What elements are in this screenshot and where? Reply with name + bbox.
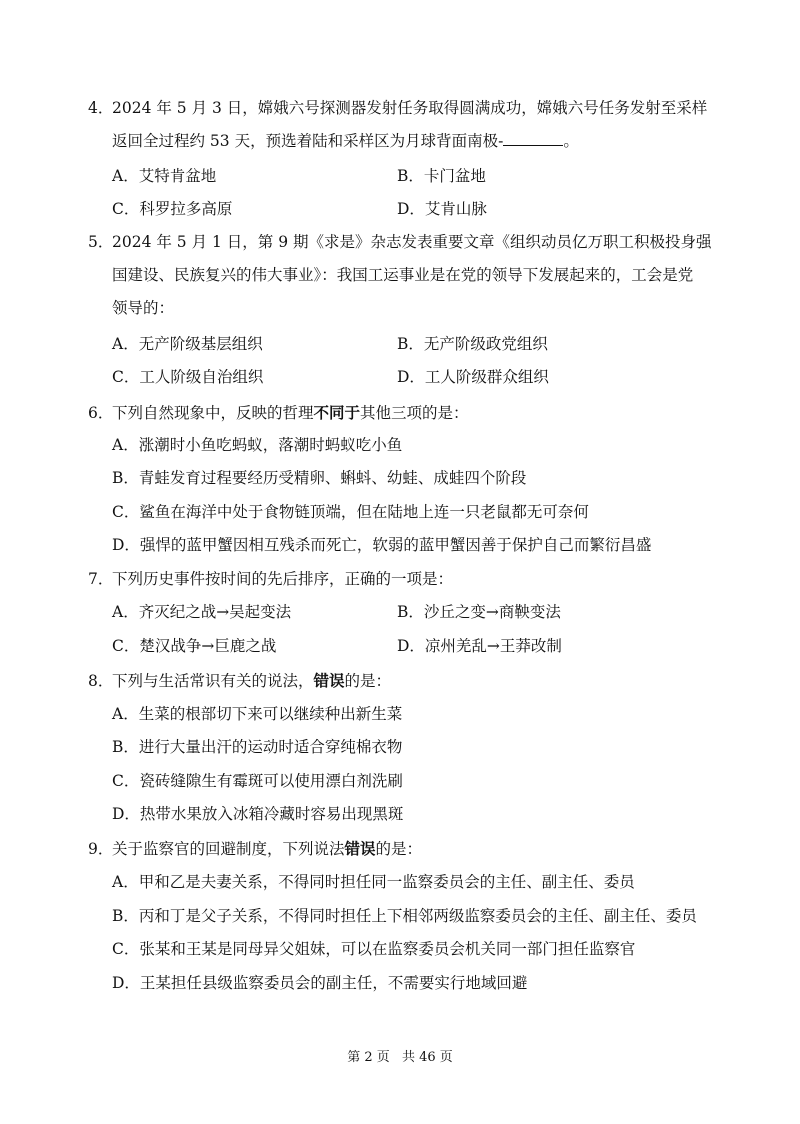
- question-text: 2024 年 5 月 1 日，第 9 期《求是》杂志发表重要文章《组织动员亿万职工积极投身强: [112, 233, 712, 251]
- emphasis-text: 不同于: [313, 403, 361, 422]
- option-a: A．甲和乙是夫妻关系，不得同时担任同一监察委员会的主任、副主任、委员: [112, 873, 635, 891]
- question-number: 9．: [88, 840, 114, 858]
- question-text: 下列历史事件按时间的先后排序，正确的一项是：: [112, 570, 454, 588]
- question-9: 9．关于监察官的回避制度，下列说法错误的是：: [88, 832, 728, 866]
- option-a: A．无产阶级基层组织: [112, 335, 263, 353]
- option-c: C．工人阶级自治组织: [112, 368, 264, 386]
- emphasis-text: 错误: [344, 839, 376, 858]
- question-text: 国建设、民族复兴的伟大事业》：我国工运事业是在党的领导下发展起来的，工会是党: [112, 266, 694, 284]
- option-a: A．涨潮时小鱼吃蚂蚁，落潮时蚂蚁吃小鱼: [112, 436, 403, 454]
- question-text: 返回全过程约 53 天，预选着陆和采样区为月球背面南极-: [112, 132, 504, 150]
- question-number: 8．: [88, 672, 114, 690]
- option-d: D．王某担任县级监察委员会的副主任，不需要实行地域回避: [112, 974, 528, 992]
- question-6: 6．下列自然现象中，反映的哲理不同于其他三项的是：: [88, 396, 728, 430]
- page-footer: [0, 1046, 800, 1065]
- question-text: 领导的：: [112, 299, 175, 317]
- option-d: D．凉州羌乱→王莽改制: [397, 637, 562, 655]
- option-b: B．进行大量出汗的运动时适合穿纯棉衣物: [112, 738, 403, 756]
- question-number: 7．: [88, 570, 114, 588]
- option-c: C．楚汉战争→巨鹿之战: [112, 637, 277, 655]
- option-d: D．工人阶级群众组织: [397, 368, 549, 386]
- question-5: [88, 226, 728, 325]
- question-text: 2024 年 5 月 3 日，嫦娥六号探测器发射任务取得圆满成功，嫦娥六号任务发射至采样: [112, 99, 708, 117]
- question-number: 4．: [88, 99, 114, 117]
- option-a: A．齐灭纪之战→吴起变法: [112, 603, 292, 621]
- option-d: D．强悍的蓝甲蟹因相互残杀而死亡，软弱的蓝甲蟹因善于保护自己而繁衍昌盛: [112, 536, 652, 554]
- option-b: B．丙和丁是父子关系，不得同时担任上下相邻两级监察委员会的主任、副主任、委员: [112, 907, 697, 925]
- option-c: C．张某和王某是同母异父姐妹，可以在监察委员会机关同一部门担任监察官: [112, 940, 636, 958]
- answer-blank: [503, 131, 563, 146]
- option-c: C．瓷砖缝隙生有霉斑可以使用漂白剂洗刷: [112, 772, 403, 790]
- option-c: C．科罗拉多高原: [112, 200, 233, 218]
- option-b: B．卡门盆地: [397, 167, 486, 185]
- question-7: [88, 563, 728, 596]
- option-d: D．热带水果放入冰箱冷藏时容易出现黑斑: [112, 805, 404, 823]
- option-b: B．沙丘之变→商鞅变法: [397, 603, 561, 621]
- question-number: 6．: [88, 404, 114, 422]
- option-b: B．青蛙发育过程要经历受精卵、蝌蚪、幼蛙、成蛙四个阶段: [112, 469, 527, 487]
- option-a: A．生菜的根部切下来可以继续种出新生菜: [112, 705, 403, 723]
- option-d: D．艾肯山脉: [397, 200, 487, 218]
- question-4: 4．2024 年 5 月 3 日，嫦娥六号探测器发射任务取得圆满成功，嫦娥六号任务发射至采样 返回全过程约 53 天，预选着陆和采样区为月球背面南极- 。: [88, 92, 728, 158]
- option-a: A．艾特肯盆地: [112, 167, 217, 185]
- emphasis-text: 错误: [313, 671, 345, 690]
- option-b: B．无产阶级政党组织: [397, 335, 548, 353]
- total-pages: 共 46 页: [401, 1050, 453, 1065]
- page-number: 第 2 页: [347, 1050, 390, 1065]
- question-8: 8．下列与生活常识有关的说法，错误的是：: [88, 664, 728, 698]
- question-number: 5．: [88, 233, 114, 251]
- option-c: C．鲨鱼在海洋中处于食物链顶端，但在陆地上连一只老鼠都无可奈何: [112, 503, 589, 521]
